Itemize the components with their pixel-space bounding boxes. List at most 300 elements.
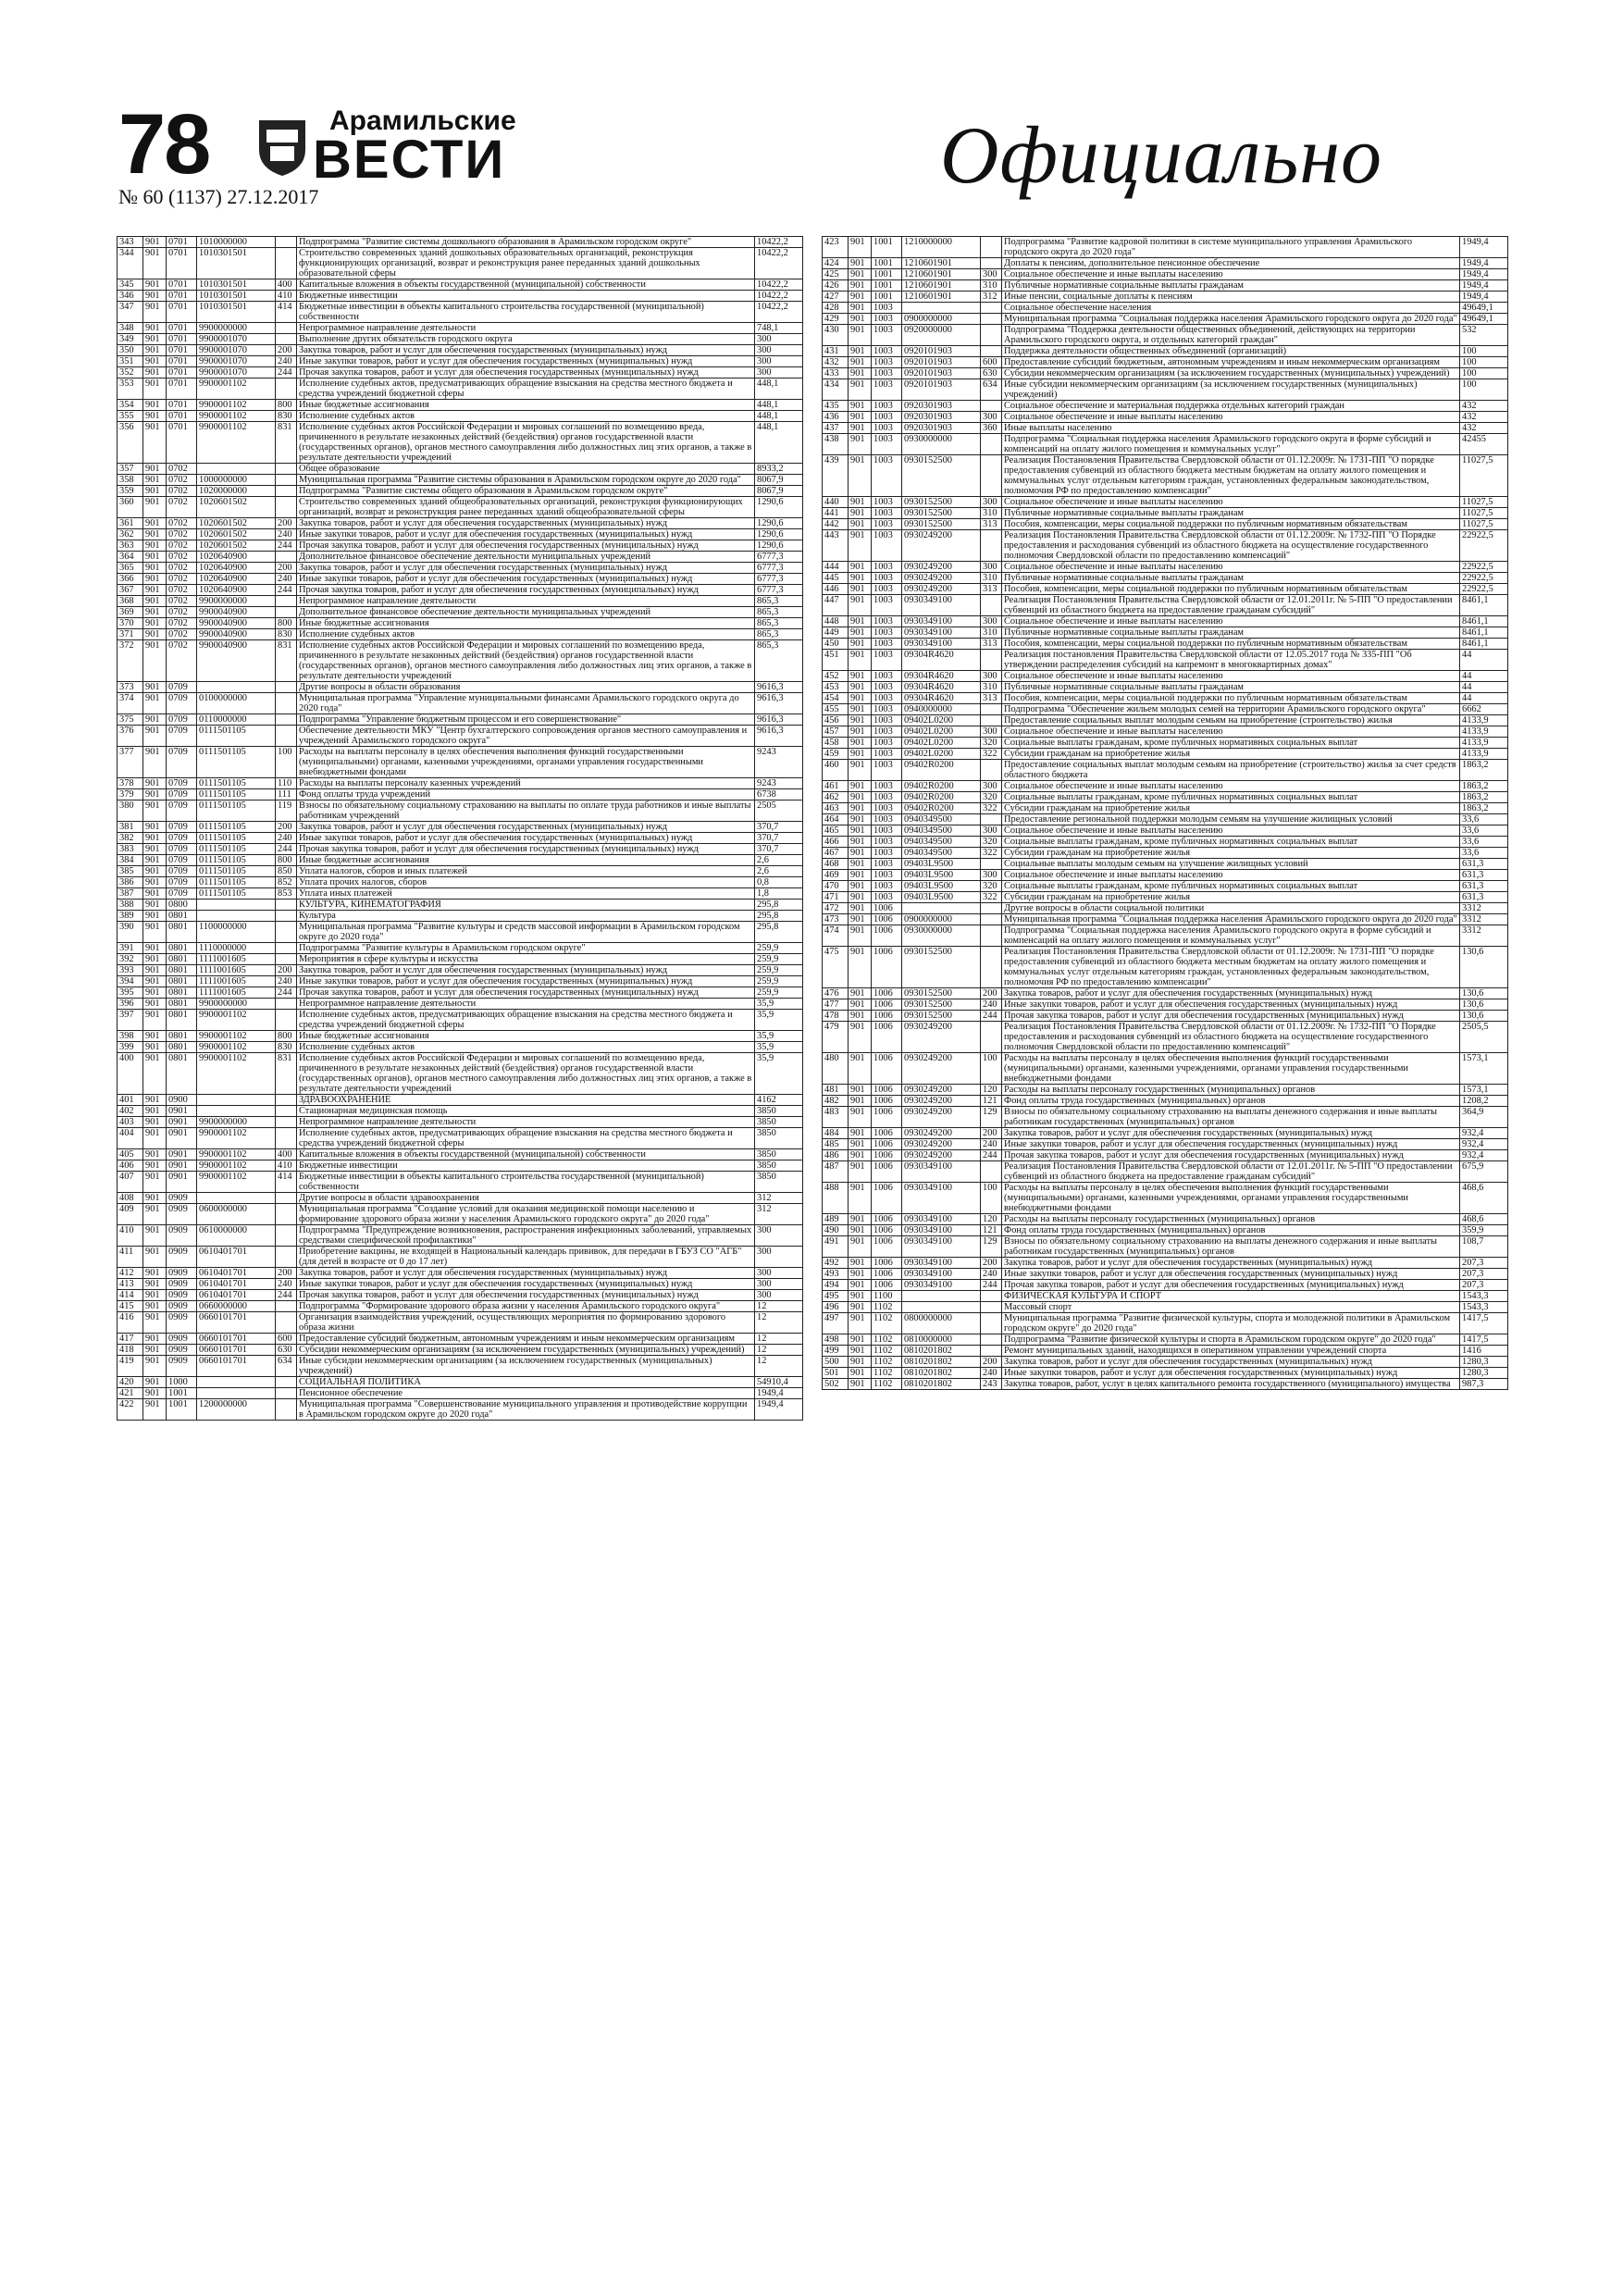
target-article: 0930249200 [902, 1128, 981, 1139]
grbs-code: 901 [849, 1022, 872, 1053]
section-code: 0800 [167, 900, 197, 911]
section-code: 1003 [872, 584, 902, 595]
section-code: 0709 [167, 877, 197, 888]
row-number: 438 [823, 434, 849, 455]
grbs-code: 901 [143, 1399, 167, 1421]
expense-type: 240 [276, 976, 297, 987]
amount: 8461,1 [1460, 616, 1508, 627]
expense-type [981, 237, 1002, 258]
item-name: Муниципальная программа "Развитие культуры и средств массовой информации в Арамильском городском округе до 2020 года" [297, 922, 755, 943]
expense-type: 244 [981, 1011, 1002, 1022]
section-code: 0702 [167, 563, 197, 574]
item-name: Подпрограмма "Социальная поддержка населения Арамильского городского округа в форме субсидий и компенсаций на оплату жилого помещения и коммунальных услуг" [1002, 434, 1460, 455]
target-article: 0930152500 [902, 999, 981, 1011]
table-row [823, 346, 1508, 357]
row-number: 428 [823, 303, 849, 314]
row-number: 493 [823, 1269, 849, 1280]
item-name: Организация взаимодействия учреждений, осуществляющих мероприятия по формированию здорового образа жизни [297, 1312, 755, 1334]
table-row [823, 401, 1508, 412]
section-code: 0702 [167, 596, 197, 607]
target-article: 1111001605 [197, 954, 276, 965]
row-number: 450 [823, 639, 849, 650]
grbs-code: 901 [143, 1388, 167, 1399]
row-number: 354 [118, 400, 143, 411]
table-row [118, 552, 803, 563]
section-code: 1003 [872, 519, 902, 530]
amount: 22922,5 [1460, 573, 1508, 584]
section-code: 0909 [167, 1290, 197, 1301]
row-number: 382 [118, 833, 143, 844]
expense-type: 853 [276, 888, 297, 900]
expense-type [276, 334, 297, 345]
expense-type [276, 1117, 297, 1128]
item-name: Закупка товаров, работ и услуг для обеспечения государственных (муниципальных) нужд [1002, 1128, 1460, 1139]
row-number: 351 [118, 356, 143, 367]
target-article: 0111501105 [197, 726, 276, 747]
section-code: 1001 [872, 258, 902, 269]
row-number: 383 [118, 844, 143, 855]
grbs-code: 901 [849, 562, 872, 573]
grbs-code: 901 [849, 346, 872, 357]
section-code: 0709 [167, 789, 197, 800]
item-name: Субсидии некоммерческим организациям (за исключением государственных (муниципальных) учреждений) [1002, 368, 1460, 379]
table-row [118, 1312, 803, 1334]
expense-type: 240 [981, 1139, 1002, 1150]
row-number: 392 [118, 954, 143, 965]
row-number: 489 [823, 1214, 849, 1225]
grbs-code: 901 [849, 749, 872, 760]
row-number: 408 [118, 1193, 143, 1204]
grbs-code: 901 [143, 1279, 167, 1290]
table-row [823, 1150, 1508, 1161]
table-row [823, 704, 1508, 715]
item-name: Социальное обеспечение и иные выплаты населению [1002, 497, 1460, 508]
grbs-code: 901 [143, 1204, 167, 1225]
amount: 865,3 [755, 607, 803, 618]
expense-type [276, 1301, 297, 1312]
table-row [118, 855, 803, 866]
target-article: 9900001102 [197, 1172, 276, 1193]
row-number: 404 [118, 1128, 143, 1149]
expense-type: 110 [276, 778, 297, 789]
item-name: Культура [297, 911, 755, 922]
grbs-code: 901 [143, 400, 167, 411]
table-row [823, 379, 1508, 401]
table-row [823, 1053, 1508, 1085]
row-number: 397 [118, 1010, 143, 1031]
section-code: 1006 [872, 1236, 902, 1258]
target-article: 1111001605 [197, 987, 276, 999]
item-name: Подпрограмма "Поддержка деятельности общественных объединений, действующих на территории Арамильского городского округа, и отдельных категорий граждан" [1002, 325, 1460, 346]
item-name: Обеспечение деятельности МКУ "Центр бухгалтерского сопровождения органов местного самоуправления и учреждений Арамильского городского округа" [297, 726, 755, 747]
amount: 207,3 [1460, 1269, 1508, 1280]
row-number: 359 [118, 486, 143, 497]
row-number: 494 [823, 1280, 849, 1291]
table-row [118, 1279, 803, 1290]
section-code: 0801 [167, 1042, 197, 1053]
section-code: 1003 [872, 595, 902, 616]
target-article: 1200000000 [197, 1399, 276, 1421]
expense-type [981, 650, 1002, 671]
amount: 259,9 [755, 976, 803, 987]
expense-type [981, 325, 1002, 346]
expense-type [981, 947, 1002, 988]
row-number: 443 [823, 530, 849, 562]
expense-type: 244 [276, 987, 297, 999]
expense-type: 414 [276, 302, 297, 323]
section-code: 1003 [872, 497, 902, 508]
target-article: 0930349100 [902, 1269, 981, 1280]
amount: 1949,4 [755, 1399, 803, 1421]
section-code: 0801 [167, 1053, 197, 1095]
expense-type [276, 999, 297, 1010]
table-row [823, 1085, 1508, 1096]
item-name: Подпрограмма "Формирование здорового образа жизни у населения Арамильского городского округа" [297, 1301, 755, 1312]
expense-type: 800 [276, 400, 297, 411]
row-number: 452 [823, 671, 849, 682]
item-name: Иные бюджетные ассигнования [297, 855, 755, 866]
grbs-code: 901 [143, 954, 167, 965]
row-number: 425 [823, 269, 849, 280]
expense-type: 831 [276, 640, 297, 682]
item-name: Массовый спорт [1002, 1302, 1460, 1313]
section-code: 1006 [872, 1183, 902, 1214]
expense-type: 600 [981, 357, 1002, 368]
section-code: 0909 [167, 1334, 197, 1345]
item-name: Фонд оплаты труда учреждений [297, 789, 755, 800]
table-row [823, 1357, 1508, 1368]
amount: 631,3 [1460, 881, 1508, 892]
grbs-code: 901 [849, 726, 872, 738]
amount: 44 [1460, 671, 1508, 682]
grbs-code: 901 [849, 650, 872, 671]
target-article: 0111501105 [197, 866, 276, 877]
section-code: 1003 [872, 357, 902, 368]
expense-type [276, 596, 297, 607]
expense-type [981, 595, 1002, 616]
amount: 1949,4 [1460, 258, 1508, 269]
target-article: 1020640900 [197, 552, 276, 563]
table-row [823, 325, 1508, 346]
target-article [197, 1388, 276, 1399]
row-number: 386 [118, 877, 143, 888]
target-article: 1020640900 [197, 563, 276, 574]
expense-type [276, 464, 297, 475]
expense-type [276, 323, 297, 334]
target-article: 0930152500 [902, 988, 981, 999]
grbs-code: 901 [849, 682, 872, 693]
row-number: 491 [823, 1236, 849, 1258]
amount: 1543,3 [1460, 1302, 1508, 1313]
item-name: Ремонт муниципальных зданий, находящихся в оперативном управлении учреждений спорта [1002, 1346, 1460, 1357]
target-article: 09403L9500 [902, 881, 981, 892]
row-number: 462 [823, 792, 849, 803]
row-number: 451 [823, 650, 849, 671]
expense-type: 313 [981, 693, 1002, 704]
target-article: 0600000000 [197, 1204, 276, 1225]
amount: 1290,6 [755, 529, 803, 540]
amount: 12 [755, 1345, 803, 1356]
row-number: 423 [823, 237, 849, 258]
section-code: 1003 [872, 379, 902, 401]
expense-type: 200 [276, 822, 297, 833]
amount: 748,1 [755, 323, 803, 334]
section-code: 1006 [872, 914, 902, 925]
item-name: Публичные нормативные социальные выплаты гражданам [1002, 627, 1460, 639]
table-row [823, 497, 1508, 508]
row-number: 358 [118, 475, 143, 486]
section-code: 1006 [872, 988, 902, 999]
item-name: Доплаты к пенсиям, дополнительное пенсионное обеспечение [1002, 258, 1460, 269]
row-number: 478 [823, 1011, 849, 1022]
item-name: Социальное обеспечение и иные выплаты населению [1002, 562, 1460, 573]
table-row [823, 1011, 1508, 1022]
section-code: 1003 [872, 562, 902, 573]
grbs-code: 901 [849, 412, 872, 423]
item-name: Прочая закупка товаров, работ и услуг для обеспечения государственных (муниципальных) нужд [1002, 1280, 1460, 1291]
amount: 364,9 [1460, 1107, 1508, 1128]
section-code: 0909 [167, 1193, 197, 1204]
row-number: 502 [823, 1379, 849, 1390]
amount: 4133,9 [1460, 738, 1508, 749]
target-article [197, 1193, 276, 1204]
expense-type: 240 [981, 1368, 1002, 1379]
amount: 1208,2 [1460, 1096, 1508, 1107]
amount: 1290,6 [755, 518, 803, 529]
target-article: 9900001102 [197, 1149, 276, 1160]
section-code: 0709 [167, 726, 197, 747]
row-number: 374 [118, 693, 143, 714]
section-code: 0801 [167, 943, 197, 954]
expense-type: 800 [276, 618, 297, 629]
table-row [118, 1345, 803, 1356]
item-name: Субсидии гражданам на приобретение жилья [1002, 803, 1460, 814]
target-article: 9900001102 [197, 379, 276, 400]
grbs-code: 901 [849, 1107, 872, 1128]
target-article: 0111501105 [197, 800, 276, 822]
expense-type [276, 1106, 297, 1117]
target-article: 09304R4620 [902, 693, 981, 704]
grbs-code: 901 [143, 552, 167, 563]
row-number: 418 [118, 1345, 143, 1356]
grbs-code: 901 [849, 616, 872, 627]
grbs-code: 901 [849, 837, 872, 848]
grbs-code: 901 [143, 877, 167, 888]
table-row [823, 825, 1508, 837]
target-article: 0930349100 [902, 1214, 981, 1225]
section-code: 1102 [872, 1313, 902, 1334]
section-code: 0702 [167, 629, 197, 640]
target-article: 1020601502 [197, 518, 276, 529]
row-number: 370 [118, 618, 143, 629]
target-article: 1020601502 [197, 497, 276, 518]
grbs-code: 901 [849, 792, 872, 803]
amount: 22922,5 [1460, 584, 1508, 595]
row-number: 501 [823, 1368, 849, 1379]
target-article: 0800000000 [902, 1313, 981, 1334]
item-name: Уплата иных платежей [297, 888, 755, 900]
item-name: Публичные нормативные социальные выплаты гражданам [1002, 508, 1460, 519]
row-number: 480 [823, 1053, 849, 1085]
grbs-code: 901 [849, 1258, 872, 1269]
grbs-code: 901 [143, 911, 167, 922]
item-name: Иные выплаты населению [1002, 423, 1460, 434]
row-number: 389 [118, 911, 143, 922]
target-article [902, 1302, 981, 1313]
target-article: 09402L0200 [902, 715, 981, 726]
row-number: 456 [823, 715, 849, 726]
row-number: 396 [118, 999, 143, 1010]
amount: 370,7 [755, 833, 803, 844]
item-name: Муниципальная программа "Совершенствование муниципального управления и противодействие коррупции в Арамильском городском округе до 2020 года" [297, 1399, 755, 1421]
table-row [823, 1096, 1508, 1107]
section-code: 1003 [872, 814, 902, 825]
item-name: Реализация Постановления Правительства Свердловской области от 01.12.2009г. № 1731-ПП "О порядке предоставления субвенций из областного бюджета местным бюджетам на оплату жилого помещения и коммунальных услуг отдельным категориям граждан, установленных федеральным законодательством, полномочия РФ по предоставлению компенсации" [1002, 947, 1460, 988]
table-row [823, 1346, 1508, 1357]
target-article [197, 1106, 276, 1117]
amount: 6662 [1460, 704, 1508, 715]
target-article: 0930152500 [902, 947, 981, 988]
target-article: 0930000000 [902, 434, 981, 455]
target-article: 0940349500 [902, 825, 981, 837]
grbs-code: 901 [143, 618, 167, 629]
section-code: 0702 [167, 497, 197, 518]
amount: 44 [1460, 693, 1508, 704]
target-article: 0111501105 [197, 844, 276, 855]
table-row [823, 925, 1508, 947]
grbs-code: 901 [849, 508, 872, 519]
grbs-code: 901 [143, 1377, 167, 1388]
section-code: 0701 [167, 323, 197, 334]
item-name: Социальное обеспечение и иные выплаты населению [1002, 269, 1460, 280]
table-row [823, 434, 1508, 455]
amount: 12 [755, 1356, 803, 1377]
table-row [118, 1290, 803, 1301]
grbs-code: 901 [143, 1247, 167, 1268]
amount: 432 [1460, 401, 1508, 412]
expense-type [276, 486, 297, 497]
target-article: 9900001102 [197, 422, 276, 464]
grbs-code: 901 [143, 237, 167, 248]
amount: 4133,9 [1460, 726, 1508, 738]
amount: 10422,2 [755, 302, 803, 323]
expense-type: 100 [981, 1053, 1002, 1085]
expense-type [276, 1388, 297, 1399]
amount: 130,6 [1460, 947, 1508, 988]
row-number: 376 [118, 726, 143, 747]
row-number: 437 [823, 423, 849, 434]
grbs-code: 901 [849, 314, 872, 325]
target-article: 0930249200 [902, 1022, 981, 1053]
target-article: 0930349100 [902, 639, 981, 650]
expense-type [276, 237, 297, 248]
section-code: 1006 [872, 1161, 902, 1183]
grbs-code: 901 [143, 1301, 167, 1312]
section-code: 1003 [872, 848, 902, 859]
expense-type [276, 248, 297, 279]
expense-type: 244 [276, 367, 297, 379]
row-number: 474 [823, 925, 849, 947]
section-code: 0709 [167, 855, 197, 866]
grbs-code: 901 [849, 1183, 872, 1214]
grbs-code: 901 [143, 323, 167, 334]
amount: 130,6 [1460, 999, 1508, 1011]
row-number: 349 [118, 334, 143, 345]
amount: 8461,1 [1460, 639, 1508, 650]
item-name: Закупка товаров, работ и услуг для обеспечения государственных (муниципальных) нужд [1002, 1357, 1460, 1368]
target-article: 9900001102 [197, 1042, 276, 1053]
table-row [823, 1128, 1508, 1139]
grbs-code: 901 [143, 356, 167, 367]
amount: 1417,5 [1460, 1334, 1508, 1346]
item-name: Реализация Постановления Правительства Свердловской области от 01.12.2009г. № 1732-ПП "О Порядке предоставления и расходования субвенций из областного бюджета на осуществление государственного полномочия Свердловской области по предоставлению компенсаций" [1002, 530, 1460, 562]
section-code: 1006 [872, 1022, 902, 1053]
item-name: Расходы на выплаты персоналу в целях обеспечения выполнения функций государственными (муниципальными) органами, казенными учреждениями, органами управления государственными внебюджетными фондами [1002, 1053, 1460, 1085]
grbs-code: 901 [143, 497, 167, 518]
amount: 8067,9 [755, 486, 803, 497]
amount: 295,8 [755, 900, 803, 911]
table-row [118, 1301, 803, 1312]
target-article: 9900000000 [197, 323, 276, 334]
expense-type: 120 [981, 1214, 1002, 1225]
amount: 1417,5 [1460, 1313, 1508, 1334]
item-name: Иные бюджетные ассигнования [297, 618, 755, 629]
amount: 300 [755, 345, 803, 356]
expense-type [981, 1346, 1002, 1357]
brand-main: ВЕСТИ [313, 130, 506, 190]
table-row [823, 650, 1508, 671]
table-row [823, 1139, 1508, 1150]
row-number: 410 [118, 1225, 143, 1247]
expense-type: 121 [981, 1096, 1002, 1107]
target-article: 0920000000 [902, 325, 981, 346]
grbs-code: 901 [849, 1161, 872, 1183]
grbs-code: 901 [143, 248, 167, 279]
amount: 300 [755, 1268, 803, 1279]
section-code: 0702 [167, 529, 197, 540]
target-article: 0810201802 [902, 1346, 981, 1357]
table-row [118, 400, 803, 411]
expense-type [276, 1399, 297, 1421]
section-code: 1006 [872, 1150, 902, 1161]
grbs-code: 901 [849, 1150, 872, 1161]
expense-type: 850 [276, 866, 297, 877]
table-row [118, 518, 803, 529]
section-code: 1003 [872, 704, 902, 715]
amount: 100 [1460, 368, 1508, 379]
amount: 35,9 [755, 1042, 803, 1053]
amount: 4162 [755, 1095, 803, 1106]
amount: 1280,3 [1460, 1368, 1508, 1379]
amount: 1,8 [755, 888, 803, 900]
table-row [118, 714, 803, 726]
item-name: Взносы по обязательному социальному страхованию на выплаты по оплате труда работников и иные выплаты работникам учреждений [297, 800, 755, 822]
section-code: 1001 [872, 237, 902, 258]
item-name: Муниципальная программа "Развитие системы образования в Арамильском городском округе до 2020 года" [297, 475, 755, 486]
table-row [118, 379, 803, 400]
amount: 370,7 [755, 822, 803, 833]
item-name: Дополнительное финансовое обеспечение деятельности муниципальных учреждений [297, 552, 755, 563]
expense-type [981, 914, 1002, 925]
row-number: 400 [118, 1053, 143, 1095]
section-code: 1102 [872, 1334, 902, 1346]
expense-type: 830 [276, 629, 297, 640]
target-article: 09403L9500 [902, 870, 981, 881]
target-article: 0930349100 [902, 627, 981, 639]
expense-type: 630 [981, 368, 1002, 379]
table-row [118, 833, 803, 844]
row-number: 379 [118, 789, 143, 800]
